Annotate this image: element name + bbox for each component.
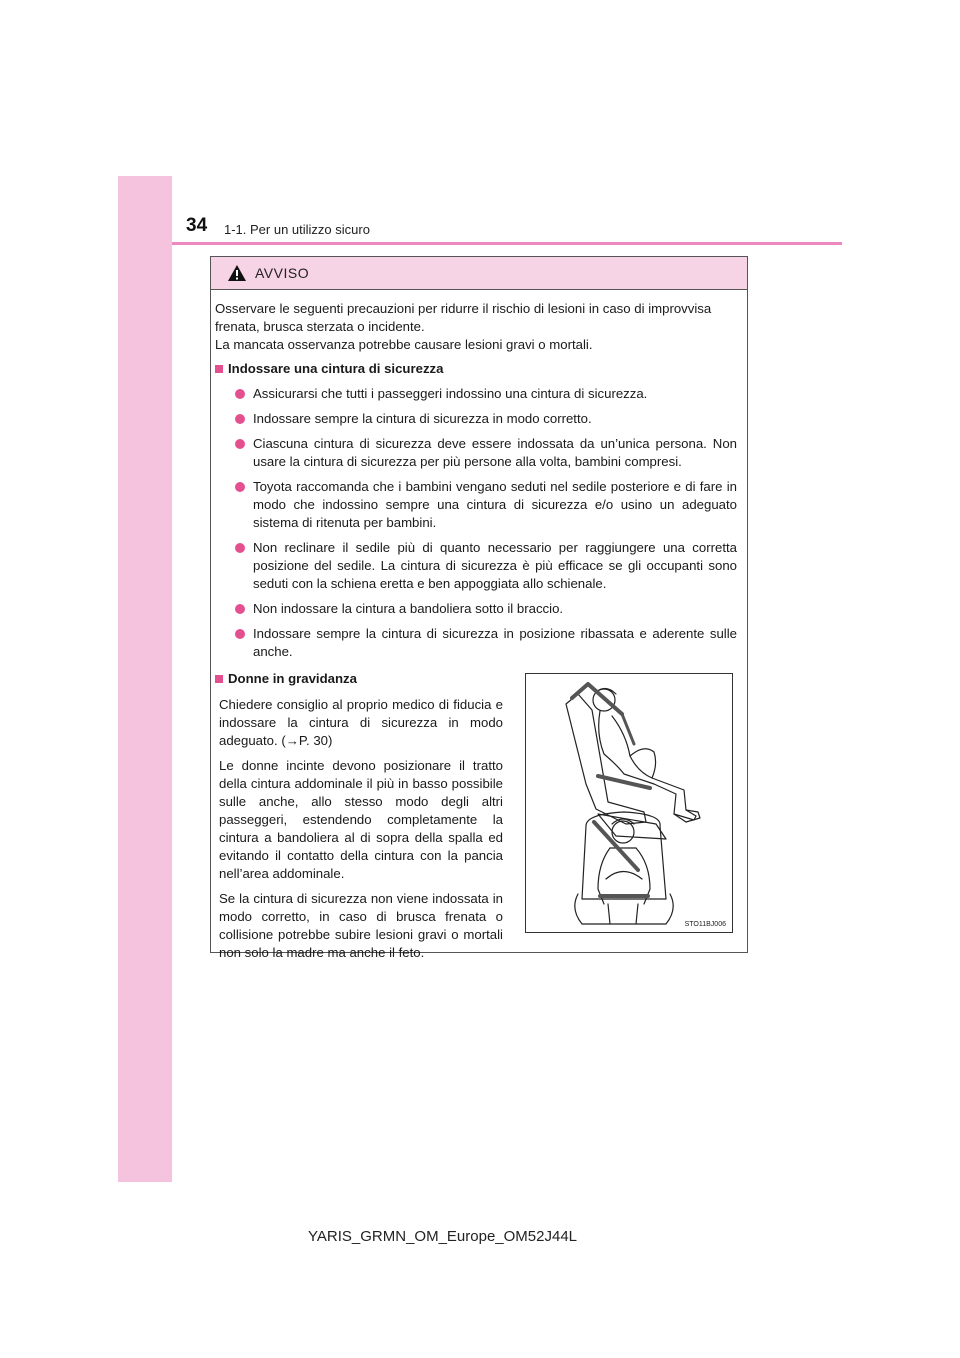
warning-header xyxy=(211,257,747,290)
bullet-text: Indossare sempre la cintura di sicurezza in posizione ribassata e aderente sulle anche. xyxy=(253,626,737,659)
page-number: 34 xyxy=(186,215,208,236)
intro-line: Osservare le seguenti precauzioni per ridurre il rischio di lesioni in caso di improvvisa xyxy=(215,301,712,316)
bullet-dot-icon xyxy=(235,604,245,614)
warning-triangle-icon xyxy=(227,264,247,282)
illustration-code: STO11BJ006 xyxy=(684,921,726,928)
bullet-dot-icon xyxy=(235,439,245,449)
intro-paragraph xyxy=(215,300,739,354)
heading-square-icon xyxy=(215,365,223,373)
bullet-text: Toyota raccomanda che i bambini vengano seduti nel sedile posteriore e di fare in modo che indossino sempre una cintura di sicurezza e/o usino un adeguato sistema di ritenuta per bambini. xyxy=(253,479,737,530)
bullet-text: Non indossare la cintura a bandoliera sotto il braccio. xyxy=(253,601,564,616)
bullet-item xyxy=(215,478,739,532)
bullet-dot-icon xyxy=(235,543,245,553)
pregnancy-text xyxy=(219,696,503,969)
bullet-dot-icon xyxy=(235,414,245,424)
side-color-band xyxy=(118,176,172,1182)
pregnant-seatbelt-illustration xyxy=(525,673,733,933)
bullet-text: Indossare sempre la cintura di sicurezza in modo corretto. xyxy=(253,411,592,426)
bullet-item xyxy=(215,410,739,428)
bullet-item xyxy=(215,385,739,403)
document-footer: YARIS_GRMN_OM_Europe_OM52J44L xyxy=(308,1228,578,1245)
bullet-text: Assicurarsi che tutti i passeggeri indossino una cintura di sicurezza. xyxy=(253,386,648,401)
header-rule xyxy=(172,242,842,245)
heading-square-icon xyxy=(215,675,223,683)
intro-line: frenata, brusca sterzata o incidente. xyxy=(215,319,425,334)
bullet-item xyxy=(215,600,739,618)
pregnancy-paragraph: Se la cintura di sicurezza non viene indossata in modo corretto, in caso di brusca frenata o collisione potrebbe subire lesioni gravi o mortali non solo la madre ma anche il feto. xyxy=(219,891,503,960)
pregnancy-paragraph: Chiedere consiglio al proprio medico di fiducia e indossare la cintura di sicurezza in modo adeguato. (→P. 30) xyxy=(219,697,503,748)
bullet-dot-icon xyxy=(235,389,245,399)
bullet-dot-icon xyxy=(235,482,245,492)
bullet-item xyxy=(215,435,739,471)
section-heading-seatbelt xyxy=(215,360,739,378)
bullet-item xyxy=(215,539,739,593)
bullet-text: Non reclinare il sedile più di quanto necessario per raggiungere una corretta posizione del sedile. La cintura di sicurezza è più efficace se gli occupanti sono seduti con la schiena eretta e ben appoggiata allo schienale. xyxy=(253,540,737,591)
heading-label: Indossare una cintura di sicurezza xyxy=(228,361,444,376)
warning-box xyxy=(210,256,748,960)
heading-label: Donne in gravidanza xyxy=(228,671,357,686)
bullet-item xyxy=(215,625,739,661)
pregnancy-paragraph: Le donne incinte devono posizionare il tratto della cintura addominale il più in basso possibile sulle anche, allo stesso modo degli altri passeggeri, estendendo completamente la cintura a bandoliera al di sopra della spalla ed evitando il contatto della cintura con la pancia nell’area addominale. xyxy=(219,758,503,881)
section-title: 1-1. Per un utilizzo sicuro xyxy=(224,222,370,237)
illustration-drawing xyxy=(526,674,732,932)
bullet-dot-icon xyxy=(235,629,245,639)
intro-line: La mancata osservanza potrebbe causare lesioni gravi o mortali. xyxy=(215,337,593,352)
warning-title: AVVISO xyxy=(255,265,310,281)
bullet-text: Ciascuna cintura di sicurezza deve essere indossata da un’unica persona. Non usare la cintura di sicurezza per più persone alla volta, bambini compresi. xyxy=(253,436,737,469)
